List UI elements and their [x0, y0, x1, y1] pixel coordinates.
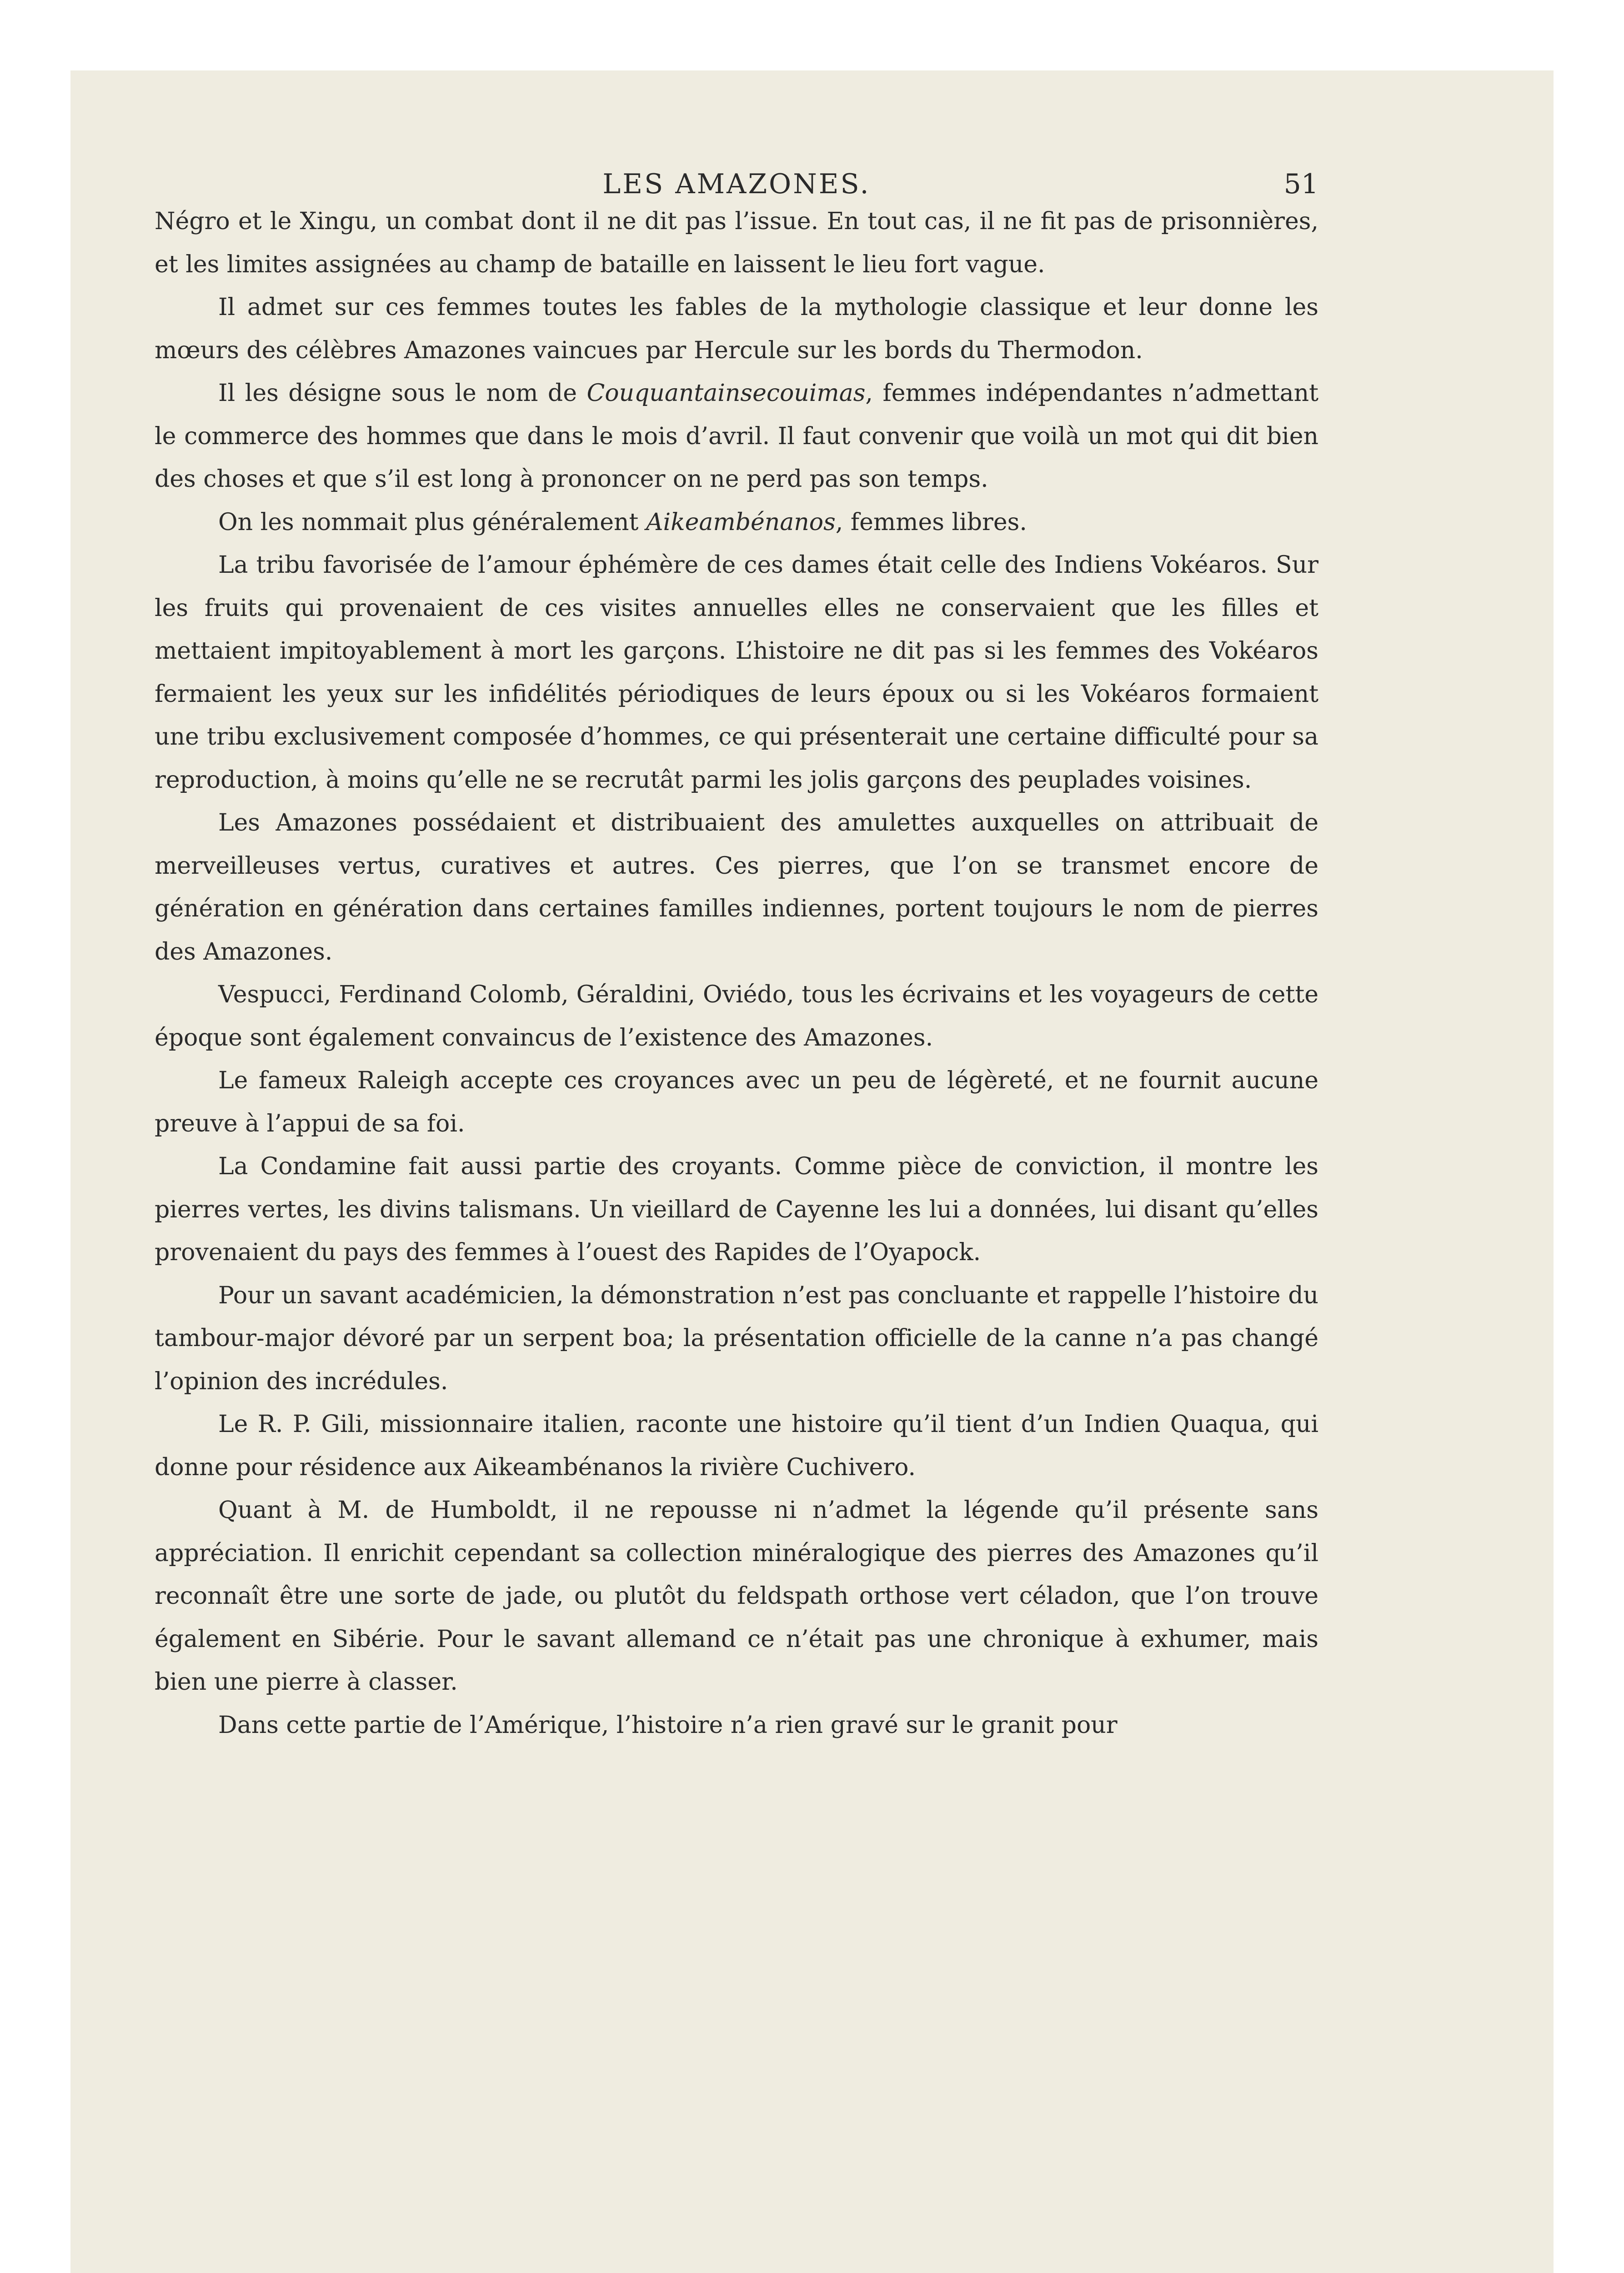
paragraph: [155, 372, 1318, 501]
paragraph: Pour un savant académicien, la démonstration n’est pas concluante et rappelle l’histoire du tambour-major dévoré par un serpent boa; la présentation officielle de la canne n’a pas changé l’opinion des incrédules.: [155, 1282, 1318, 1395]
paragraph: La Condamine fait aussi partie des croyants. Comme pièce de conviction, il montre les pierres vertes, les divins talismans. Un vieillard de Cayenne les lui a données, lui disant qu’elles provenaient du pays des femmes à l’ouest des Rapides de l’Oyapock.: [155, 1153, 1318, 1266]
paragraph: Les Amazones possédaient et distribuaient des amulettes auxquelles on attribuait de merveilleuses vertus, curatives et autres. Ces pierres, que l’on se transmet encore de génération en génération dans certaines familles indiennes, portent toujours le nom de pierres des Amazones.: [155, 809, 1318, 966]
text-run: , femmes libres.: [835, 508, 1027, 536]
italic-term: Aikeambénanos: [646, 508, 836, 536]
paragraph: Le fameux Raleigh accepte ces croyances avec un peu de légèreté, et ne fournit aucune preuve à l’appui de sa foi.: [155, 1067, 1318, 1137]
running-head: [155, 136, 1318, 200]
paragraph: [155, 501, 1318, 544]
paragraph: La tribu favorisée de l’amour éphémère de ces dames était celle des Indiens Vokéaros. Sur les fruits qui provenaient de ces visites annuelles elles ne conservaient que les filles et mettaient impitoyablement à mort les garçons. L’histoire ne dit pas si les femmes des Vokéaros fermaient les yeux sur les infidélités périodiques de leurs époux ou si les Vokéaros formaient une tribu exclusivement composée d’hommes, ce qui présenterait une certaine difficulté pour sa reproduction, à moins qu’elle ne se recrutât parmi les jolis garçons des peuplades voisines.: [155, 551, 1318, 794]
paragraph: Dans cette partie de l’Amérique, l’histoire n’a rien gravé sur le granit pour: [218, 1711, 1118, 1739]
body-text: [155, 200, 1318, 1747]
paragraph: Vespucci, Ferdinand Colomb, Géraldini, Oviédo, tous les écrivains et les voyageurs de cette époque sont également convaincus de l’existence des Amazones.: [155, 981, 1318, 1051]
paragraph: Quant à M. de Humboldt, il ne repousse ni n’admet la légende qu’il présente sans appréciation. Il enrichit cependant sa collection minéralogique des pierres des Amazones qu’il reconnaît être une sorte de jade, ou plutôt du feldspath orthose vert céladon, que l’on trouve également en Sibérie. Pour le savant allemand ce n’était pas une chronique à exhumer, mais bien une pierre à classer.: [155, 1497, 1318, 1696]
text-run: Il les désigne sous le nom de: [218, 380, 587, 407]
paragraph: Négro et le Xingu, un combat dont il ne dit pas l’issue. En tout cas, il ne fit pas de prisonnières, et les limites assignées au champ de bataille en laissent le lieu fort vague.: [155, 208, 1318, 278]
paragraph: Le R. P. Gili, missionnaire italien, raconte une histoire qu’il tient d’un Indien Quaqua, qui donne pour résidence aux Aikeambénanos la rivière Cuchivero.: [155, 1411, 1318, 1481]
text-run: , femmes indépendantes n’admettant le commerce des hommes que dans le mois d’avril. Il faut convenir que voilà un mot qui dit bien des choses et que s’il est long à prononcer on ne perd pas son temps.: [155, 380, 1319, 493]
paragraph: Il admet sur ces femmes toutes les fables de la mythologie classique et leur donne les mœurs des célèbres Amazones vaincues par Hercule sur les bords du Thermodon.: [155, 294, 1318, 364]
page-text: [155, 136, 1318, 1747]
italic-term: Couquantainsecouimas: [586, 380, 866, 407]
text-run: On les nommait plus généralement: [218, 508, 646, 536]
running-title: LES AMAZONES.: [602, 168, 871, 200]
page-number: 51: [1283, 168, 1318, 200]
